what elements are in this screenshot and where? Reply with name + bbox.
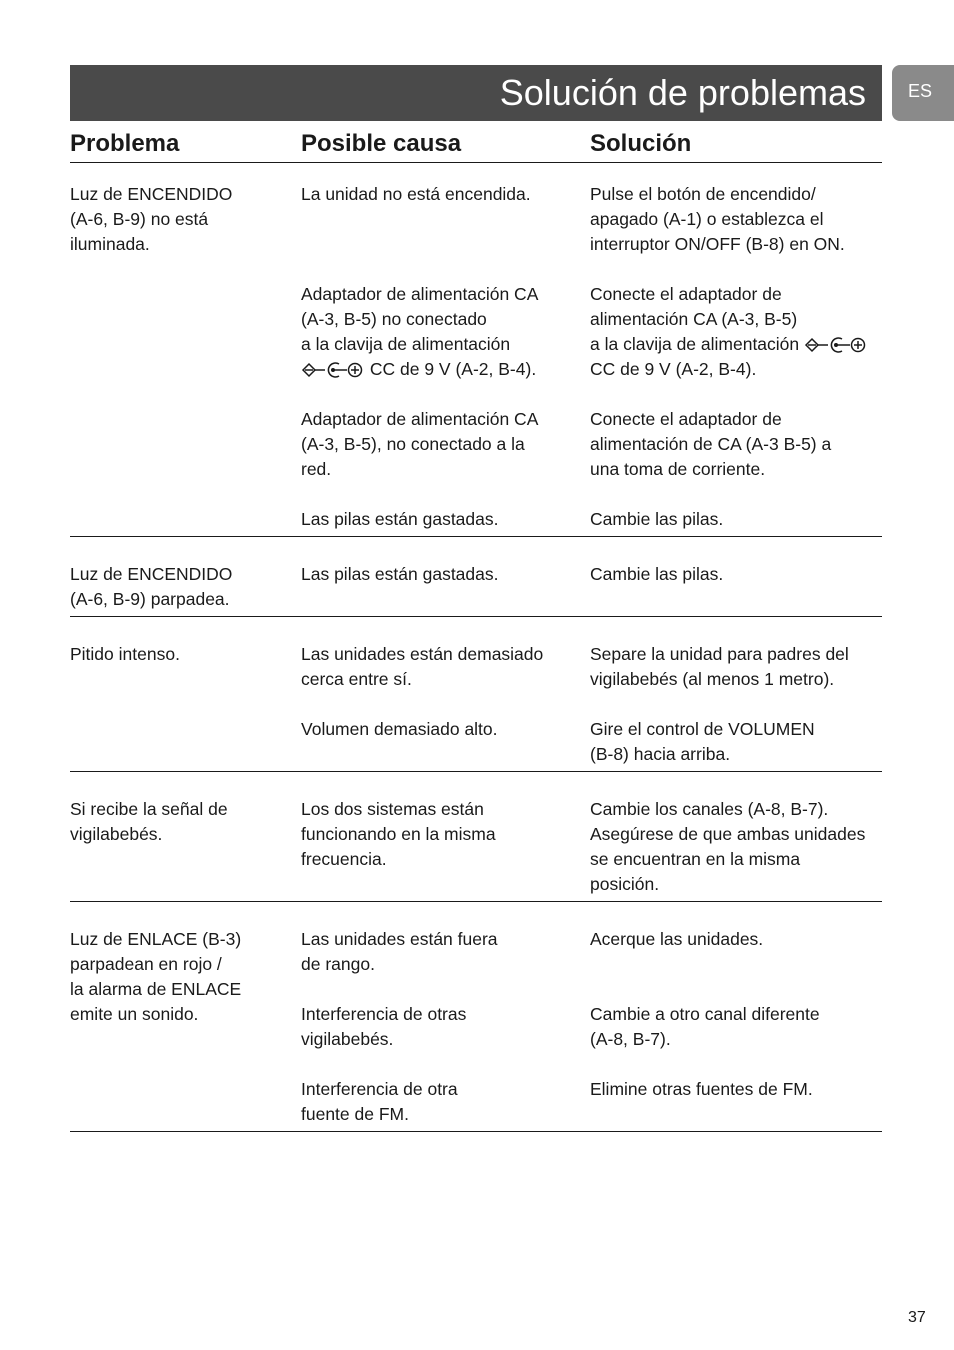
solution-text: (B-8) hacia arriba. <box>590 744 731 764</box>
problem-cell <box>70 182 290 257</box>
cause-cell <box>301 282 569 382</box>
cause-text: vigilabebés. <box>301 1029 394 1049</box>
problem-text: la alarma de ENLACE <box>70 979 242 999</box>
solution-text: Elimine otras fuentes de FM. <box>590 1079 813 1099</box>
cause-cell <box>301 182 569 207</box>
cause-cell <box>301 407 569 482</box>
solution-text: Conecte el adaptador de <box>590 284 782 304</box>
table-row <box>70 617 882 772</box>
problem-text: Luz de ENLACE (B-3) <box>70 929 242 949</box>
cause-cell <box>301 562 569 587</box>
solution-text: alimentación de CA (A-3 B-5) a <box>590 434 832 454</box>
solution-text: posición. <box>590 874 660 894</box>
column-header-solution: Solución <box>590 130 692 157</box>
column-header-cause: Posible causa <box>301 130 462 157</box>
solution-text: vigilabebés (al menos 1 metro). <box>590 669 835 689</box>
solution-cell <box>590 642 882 692</box>
solution-cell <box>590 282 882 382</box>
cause-text: Interferencia de otra <box>301 1079 458 1099</box>
cause-cell <box>301 927 569 977</box>
solution-text: Gire el control de VOLUMEN <box>590 719 815 739</box>
solution-text: Acerque las unidades. <box>590 929 764 949</box>
cause-text: Las pilas están gastadas. <box>301 564 499 584</box>
solution-text: Pulse el botón de encendido/ <box>590 184 816 204</box>
solution-text: Cambie los canales (A-8, B-7). <box>590 799 829 819</box>
cause-text: frecuencia. <box>301 849 387 869</box>
language-tab <box>892 65 954 121</box>
cause-cell <box>301 717 569 742</box>
table-header <box>70 128 882 163</box>
cause-cell <box>301 642 569 692</box>
table-row <box>70 537 882 617</box>
cause-text: de rango. <box>301 954 375 974</box>
problem-text: Luz de ENCENDIDO <box>70 184 233 204</box>
cause-text: a la clavija de alimentación <box>301 334 511 354</box>
solution-text: una toma de corriente. <box>590 459 766 479</box>
column-header-problem: Problema <box>70 130 180 157</box>
cause-text: red. <box>301 459 332 479</box>
cause-text: Las unidades están demasiado <box>301 644 544 664</box>
cause-text: fuente de FM. <box>301 1104 409 1124</box>
cause-text: Adaptador de alimentación CA <box>301 284 539 304</box>
cause-text: cerca entre sí. <box>301 669 412 689</box>
cause-text: (A-3, B-5) no conectado <box>301 309 487 329</box>
solution-cell <box>590 562 882 587</box>
problem-text: Pitido intenso. <box>70 644 180 664</box>
dc-polarity-icon <box>301 361 365 379</box>
cause-text: Interferencia de otras <box>301 1004 467 1024</box>
solution-cell <box>590 717 882 767</box>
page-number: 37 <box>908 1309 926 1326</box>
solution-cell <box>590 1002 882 1052</box>
cause-cell <box>301 1077 569 1127</box>
table-row <box>70 772 882 902</box>
problem-cell <box>70 927 290 1027</box>
problem-text: Si recibe la señal de <box>70 799 228 819</box>
problem-cell <box>70 642 290 667</box>
solution-cell <box>590 1077 882 1102</box>
problem-text: (A-6, B-9) no está <box>70 209 209 229</box>
cause-cell <box>301 507 569 532</box>
solution-text: Asegúrese de que ambas unidades <box>590 824 866 844</box>
problem-cell <box>70 562 290 612</box>
cause-text: Las pilas están gastadas. <box>301 509 499 529</box>
solution-cell <box>590 507 882 532</box>
cause-text: Volumen demasiado alto. <box>301 719 498 739</box>
cause-text: Las unidades están fuera <box>301 929 498 949</box>
solution-text: apagado (A-1) o establezca el <box>590 209 824 229</box>
language-label: ES <box>908 81 933 101</box>
table-row <box>70 182 882 537</box>
title-banner <box>70 65 882 121</box>
solution-text: CC de 9 V (A-2, B-4). <box>590 359 757 379</box>
cause-text: Los dos sistemas están <box>301 799 484 819</box>
page-title: Solución de problemas <box>499 72 866 113</box>
troubleshooting-table <box>70 182 882 1132</box>
cause-cell <box>301 1002 569 1052</box>
problem-text: parpadean en rojo / <box>70 954 222 974</box>
solution-text: (A-8, B-7). <box>590 1029 671 1049</box>
cause-text: La unidad no está encendida. <box>301 184 531 204</box>
solution-cell <box>590 927 882 952</box>
dc-polarity-icon <box>804 336 868 354</box>
solution-cell <box>590 407 882 482</box>
cause-text: Adaptador de alimentación CA <box>301 409 539 429</box>
solution-text: Cambie las pilas. <box>590 564 724 584</box>
solution-text: Separe la unidad para padres del <box>590 644 849 664</box>
solution-text: se encuentran en la misma <box>590 849 801 869</box>
problem-cell <box>70 797 290 847</box>
solution-text: Cambie a otro canal diferente <box>590 1004 820 1024</box>
solution-cell <box>590 797 882 897</box>
table-row <box>70 902 882 1132</box>
solution-text: alimentación CA (A-3, B-5) <box>590 309 798 329</box>
solution-text: a la clavija de alimentación <box>590 334 800 354</box>
cause-cell <box>301 797 569 872</box>
solution-text: interruptor ON/OFF (B-8) en ON. <box>590 234 845 254</box>
solution-text: Cambie las pilas. <box>590 509 724 529</box>
cause-text: (A-3, B-5), no conectado a la <box>301 434 525 454</box>
problem-text: emite un sonido. <box>70 1004 199 1024</box>
problem-text: vigilabebés. <box>70 824 163 844</box>
problem-text: Luz de ENCENDIDO <box>70 564 233 584</box>
solution-cell <box>590 182 882 257</box>
cause-text: funcionando en la misma <box>301 824 496 844</box>
cause-text: CC de 9 V (A-2, B-4). <box>369 359 537 379</box>
solution-text: Conecte el adaptador de <box>590 409 782 429</box>
problem-text: iluminada. <box>70 234 150 254</box>
problem-text: (A-6, B-9) parpadea. <box>70 589 230 609</box>
